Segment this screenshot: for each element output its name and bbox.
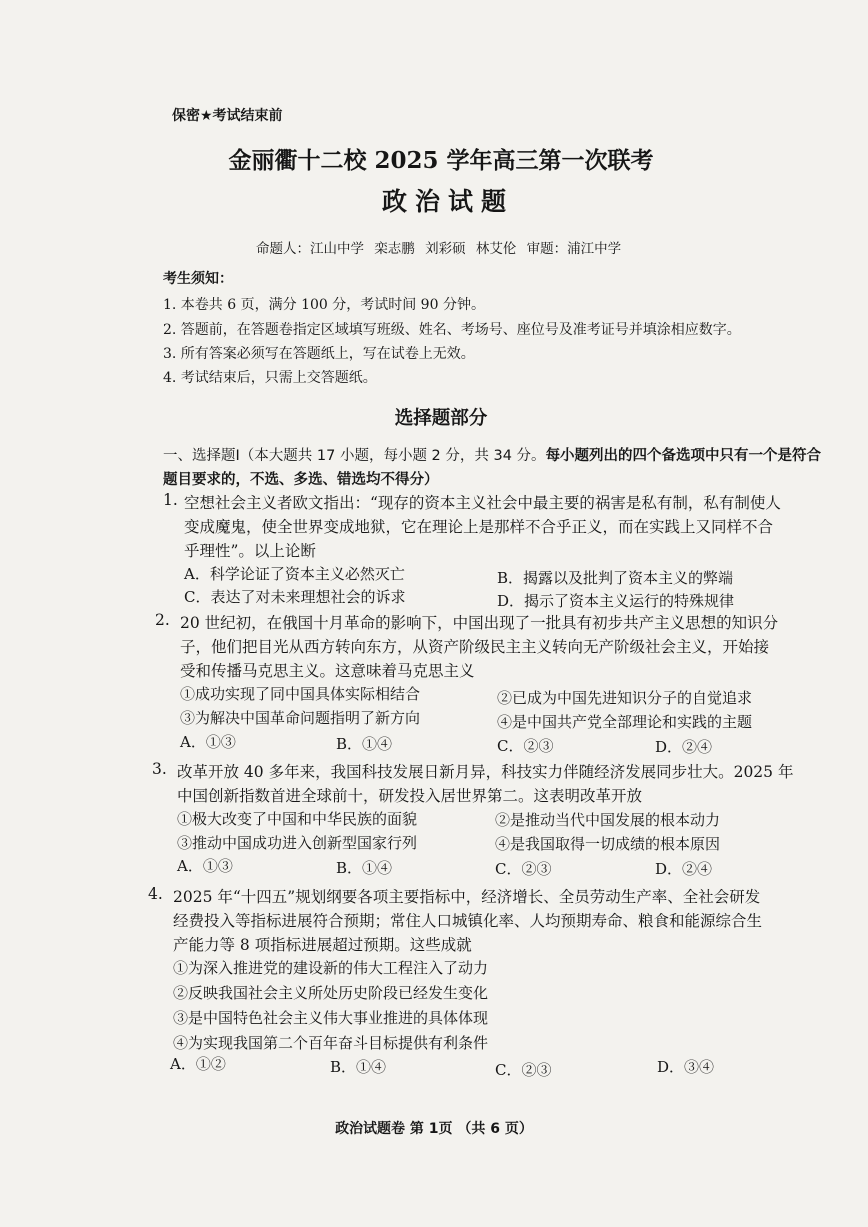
question-text: 受和传播马克思主义。这意味着马克思主义 xyxy=(180,662,475,680)
statement: ③推动中国成功进入创新型国家行列 xyxy=(177,834,418,852)
confidential-label: 保密★考试结束前 xyxy=(172,108,283,124)
question-text: 子，他们把目光从西方转向东方，从资产阶级民主主义转向无产阶级社会主义，开始接 xyxy=(180,638,770,656)
part-lead: 一、选择题Ⅰ（本大题共 17 小题，每小题 2 分，共 34 分。 xyxy=(163,448,546,464)
question-number: 4. xyxy=(148,885,163,903)
statement: ②反映我国社会主义所处历史阶段已经发生变化 xyxy=(173,984,489,1002)
exam-title: 金丽衢十二校 2025 学年高三第一次联考 xyxy=(228,147,654,174)
section-title: 选择题部分 xyxy=(394,408,488,429)
statement: ④是我国取得一切成绩的根本原因 xyxy=(495,835,721,853)
option: B．①④ xyxy=(330,1058,387,1076)
notice-item: 2. 答题前，在答题卷指定区域填写班级、姓名、考场号、座位号及准考证号并填涂相应数字。 xyxy=(163,322,741,338)
option: A．①② xyxy=(170,1055,226,1073)
option: D．②④ xyxy=(655,860,713,878)
statement: ②是推动当代中国发展的根本动力 xyxy=(495,811,721,829)
notice-title: 考生须知： xyxy=(163,271,233,287)
question-text: 2025 年“十四五”规划纲要各项主要指标中，经济增长、全员劳动生产率、全社会研发 xyxy=(173,888,761,906)
notice-item: 3. 所有答案必须写在答题纸上，写在试卷上无效。 xyxy=(163,346,475,362)
question-text: 经费投入等指标进展符合预期；常住人口城镇化率、人均预期寿命、粮食和能源综合生 xyxy=(173,912,763,930)
part-instructions xyxy=(163,444,831,492)
statement: ①为深入推进党的建设新的伟大工程注入了动力 xyxy=(173,959,489,977)
question-number: 1. xyxy=(163,491,178,509)
option: D．③④ xyxy=(657,1058,715,1076)
page-footer: 政治试题卷 第 1页 （共 6 页） xyxy=(335,1121,533,1137)
question-text: 改革开放 40 多年来，我国科技发展日新月异，科技实力伴随经济发展同步壮大。2025 年 xyxy=(177,763,794,781)
question-text: 中国创新指数首进全球前十，研发投入居世界第二。这表明改革开放 xyxy=(177,787,643,805)
option: C．表达了对未来理想社会的诉求 xyxy=(184,588,406,606)
option: C．②③ xyxy=(495,860,552,878)
option: D．②④ xyxy=(655,738,713,756)
notice-item: 1. 本卷共 6 页，满分 100 分，考试时间 90 分钟。 xyxy=(163,297,485,313)
option: B．①④ xyxy=(336,735,393,753)
question-number: 2. xyxy=(155,611,170,629)
statement: ④为实现我国第二个百年奋斗目标提供有利条件 xyxy=(173,1034,489,1052)
option: A．①③ xyxy=(180,733,236,751)
statement: ③是中国特色社会主义伟大事业推进的具体体现 xyxy=(173,1009,489,1027)
notice-item: 4. 考试结束后，只需上交答题纸。 xyxy=(163,370,377,386)
option: A．科学论证了资本主义必然灭亡 xyxy=(184,565,405,583)
option: D．揭示了资本主义运行的特殊规律 xyxy=(497,592,735,610)
part-rest: 每小题列出的四个备选项中只有一个是符合题目要求的，不选、多选、错选均不得分） xyxy=(163,448,822,488)
statement: ①极大改变了中国和中华民族的面貌 xyxy=(177,810,418,828)
authors-line: 命题人：江山中学 栾志鹏 刘彩硕 林艾伦 审题：浦江中学 xyxy=(256,241,622,257)
question-text: 空想社会主义者欧文指出：“现存的资本主义社会中最主要的祸害是私有制，私有制使人 xyxy=(184,494,781,512)
option: B．①④ xyxy=(336,859,393,877)
statement: ①成功实现了同中国具体实际相结合 xyxy=(180,685,421,703)
question-text: 20 世纪初，在俄国十月革命的影响下，中国出现了一批具有初步共产主义思想的知识分 xyxy=(180,614,779,632)
option: B．揭露以及批判了资本主义的弊端 xyxy=(497,569,734,587)
question-text: 产能力等 8 项指标进展超过预期。这些成就 xyxy=(173,936,472,954)
question-text: 变成魔鬼，使全世界变成地狱，它在理论上是那样不合乎正义，而在实践上又同样不合 xyxy=(184,518,774,536)
statement: ③为解决中国革命问题指明了新方向 xyxy=(180,709,421,727)
option: C．②③ xyxy=(495,1061,552,1079)
statement: ④是中国共产党全部理论和实践的主题 xyxy=(497,713,753,731)
question-number: 3. xyxy=(152,760,167,778)
statement: ②已成为中国先进知识分子的自觉追求 xyxy=(497,689,753,707)
question-text: 乎理性”。以上论断 xyxy=(184,542,316,560)
option: A．①③ xyxy=(177,857,233,875)
option: C．②③ xyxy=(497,737,554,755)
subject-title: 政治试题 xyxy=(381,187,514,216)
